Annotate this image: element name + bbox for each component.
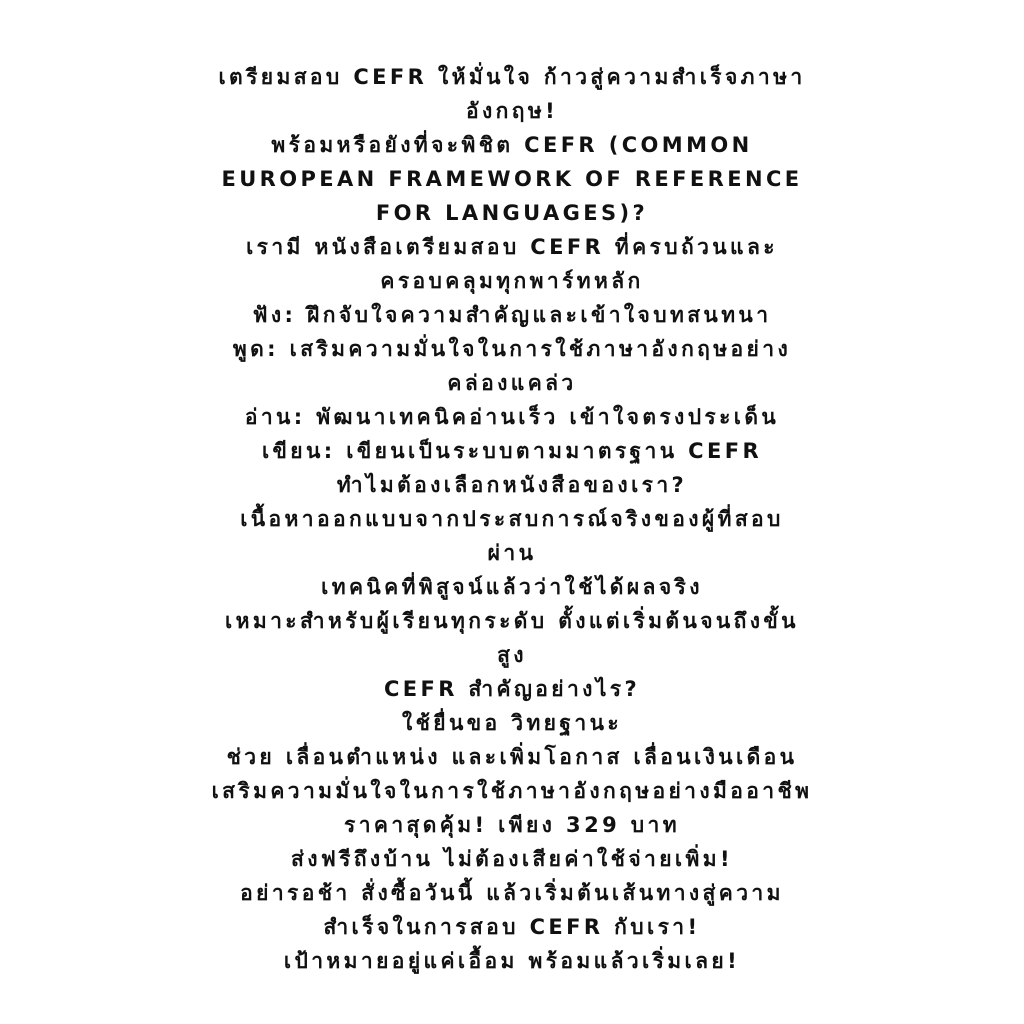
text-line: เนื้อหาออกแบบจากประสบการณ์จริงของผู้ที่สอบ [240,507,784,531]
promo-text-block [0,60,1024,980]
text-line: อย่ารอช้า สั่งซื้อวันนี้ แล้วเริ่มต้นเส้นทางสู่ความ [240,881,784,905]
text-line: เรามี หนังสือเตรียมสอบ CEFR ที่ครบถ้วนและ [246,235,778,259]
text-line: พร้อมหรือยังที่จะพิชิต CEFR (COMMON [271,133,753,157]
text-line: เทคนิคที่พิสูจน์แล้วว่าใช้ได้ผลจริง [321,575,703,599]
text-line: คล่องแคล่ว [447,371,577,395]
text-line: เตรียมสอบ CEFR ให้มั่นใจ ก้าวสู่ความสำเร็จภาษา [218,65,806,89]
text-line: ครอบคลุมทุกพาร์ทหลัก [380,269,644,293]
text-line: ส่งฟรีถึงบ้าน ไม่ต้องเสียค่าใช้จ่ายเพิ่ม! [291,847,733,871]
text-line: พูด: เสริมความมั่นใจในการใช้ภาษาอังกฤษอย่าง [232,337,792,361]
text-line: สำเร็จในการสอบ CEFR กับเรา! [323,915,701,939]
text-line: ใช้ยื่นขอ วิทยฐานะ [402,711,622,735]
text-line: ช่วย เลื่อนตำแหน่ง และเพิ่มโอกาส เลื่อนเงินเดือน [226,745,798,769]
text-line: ผ่าน [487,541,537,565]
text-line: ฟัง: ฝึกจับใจความสำคัญและเข้าใจบทสนทนา [252,303,772,327]
text-line: เขียน: เขียนเป็นระบบตามมาตรฐาน CEFR [261,439,763,463]
text-line: ทำไมต้องเลือกหนังสือของเรา? [336,473,688,497]
text-line: อังกฤษ! [465,99,559,123]
text-line: เสริมความมั่นใจในการใช้ภาษาอังกฤษอย่างมืออาชีพ [211,779,813,803]
text-line: สูง [497,643,527,667]
text-line: FOR LANGUAGES)? [375,201,649,225]
text-line: CEFR สำคัญอย่างไร? [383,677,641,701]
text-line: เหมาะสำหรับผู้เรียนทุกระดับ ตั้งแต่เริ่มต้นจนถึงขั้น [225,609,799,633]
text-line: อ่าน: พัฒนาเทคนิคอ่านเร็ว เข้าใจตรงประเด็น [244,405,780,429]
text-line: EUROPEAN FRAMEWORK OF REFERENCE [221,167,803,191]
text-line: ราคาสุดคุ้ม! เพียง 329 บาท [344,813,680,837]
text-line: เป้าหมายอยู่แค่เอื้อม พร้อมแล้วเริ่มเลย! [283,949,741,973]
